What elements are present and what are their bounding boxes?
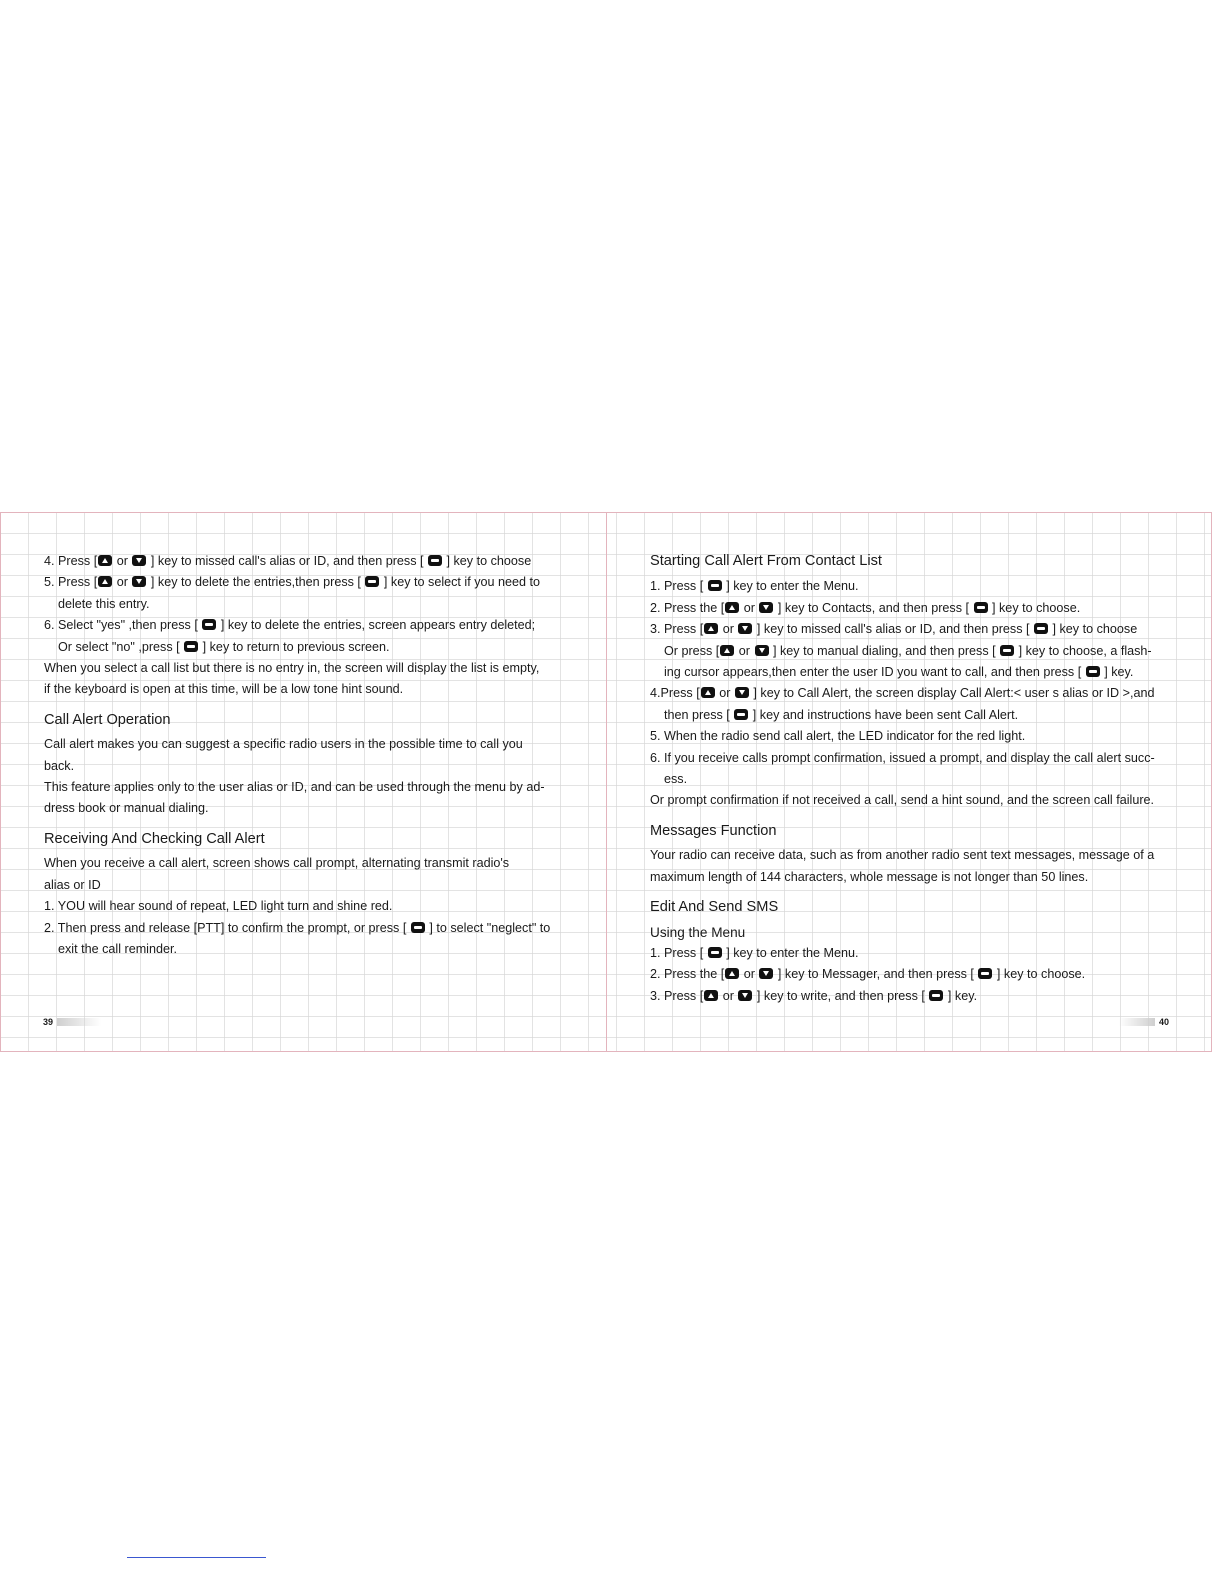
up-arrow-key-icon: [725, 968, 739, 979]
start-step-3-continued: ing cursor appears,then enter the user ID you want to call, and then press [ ] key.: [664, 665, 1134, 680]
paragraph-line: This feature applies only to the user alias or ID, and can be used through the menu by ad-: [44, 780, 545, 795]
step-4: 4. Press [ or ] key to missed call's alias or ID, and then press [ ] key to choose: [44, 554, 532, 568]
paragraph-line: back.: [44, 758, 75, 773]
menu-key-icon: [708, 947, 722, 958]
paragraph-line: Your radio can receive data, such as from another radio sent text messages, message of a: [650, 848, 1155, 863]
manual-spread: [0, 512, 1212, 1052]
step-5: 5. Press [ or ] key to delete the entries,then press [ ] key to select if you need to: [44, 575, 541, 590]
up-arrow-key-icon: [98, 576, 112, 587]
down-arrow-key-icon: [132, 576, 146, 587]
down-arrow-key-icon: [132, 555, 146, 566]
down-arrow-key-icon: [738, 990, 752, 1001]
page-number-left: 39: [43, 1017, 101, 1027]
menu-key-icon: [1034, 623, 1048, 634]
start-step-6: 6. If you receive calls prompt confirmation, issued a prompt, and display the call alert succ-: [650, 750, 1155, 765]
start-step-4-continued: then press [ ] key and instructions have been sent Call Alert.: [664, 707, 1019, 722]
sms-step-3: 3. Press [ or ] key to write, and then press [ ] key.: [650, 988, 978, 1003]
receiving-step-2-continued: exit the call reminder.: [58, 941, 177, 956]
section-heading-starting-call-alert: Starting Call Alert From Contact List: [650, 553, 882, 569]
up-arrow-key-icon: [720, 645, 734, 656]
footnote-link-line[interactable]: [127, 1557, 266, 1558]
page-number-bar: [57, 1018, 101, 1026]
down-arrow-key-icon: [759, 968, 773, 979]
receiving-step-2: 2. Then press and release [PTT] to confirm the prompt, or press [ ] to select "neglect" to: [44, 920, 551, 935]
start-step-6-continued: ess.: [664, 772, 688, 787]
paragraph-line: if the keyboard is open at this time, will be a low tone hint sound.: [44, 682, 404, 697]
menu-key-icon: [978, 968, 992, 979]
receiving-step-1: 1. YOU will hear sound of repeat, LED light turn and shine red.: [44, 899, 393, 914]
menu-key-icon: [708, 580, 722, 591]
menu-key-icon: [1000, 645, 1014, 656]
down-arrow-key-icon: [755, 645, 769, 656]
menu-key-icon: [365, 576, 379, 587]
paragraph-line: Call alert makes you can suggest a specific radio users in the possible time to call you: [44, 737, 523, 752]
paragraph-line: dress book or manual dialing.: [44, 801, 209, 816]
start-step-3-continued: Or press [ or ] key to manual dialing, and then press [ ] key to choose, a flash-: [664, 643, 1152, 658]
menu-key-icon: [202, 619, 216, 630]
down-arrow-key-icon: [759, 602, 773, 613]
sms-step-1: 1. Press [ ] key to enter the Menu.: [650, 945, 859, 960]
menu-key-icon: [411, 922, 425, 933]
menu-key-icon: [184, 641, 198, 652]
paragraph-line: maximum length of 144 characters, whole message is not longer than 50 lines.: [650, 869, 1089, 884]
paragraph-line: Or prompt confirmation if not received a call, send a hint sound, and the screen call failure.: [650, 793, 1155, 808]
start-step-5: 5. When the radio send call alert, the LED indicator for the red light.: [650, 729, 1026, 744]
page-number-right: 40: [1119, 1017, 1169, 1027]
sms-step-2: 2. Press the [ or ] key to Messager, and then press [ ] key to choose.: [650, 967, 1086, 982]
paragraph-line: When you receive a call alert, screen shows call prompt, alternating transmit radio's: [44, 856, 510, 871]
paragraph-line: alias or ID: [44, 877, 101, 892]
start-step-3: 3. Press [ or ] key to missed call's alias or ID, and then press [ ] key to choose: [650, 622, 1138, 637]
page-fold: [606, 513, 607, 1051]
start-step-1: 1. Press [ ] key to enter the Menu.: [650, 579, 859, 594]
menu-key-icon: [974, 602, 988, 613]
menu-key-icon: [734, 709, 748, 720]
step-6: 6. Select "yes" ,then press [ ] key to delete the entries, screen appears entry deleted;: [44, 618, 536, 633]
section-heading-edit-send-sms: Edit And Send SMS: [650, 899, 779, 916]
left-page: [44, 551, 574, 960]
down-arrow-key-icon: [738, 623, 752, 634]
start-step-2: 2. Press the [ or ] key to Contacts, and then press [ ] key to choose.: [650, 600, 1081, 615]
down-arrow-key-icon: [735, 687, 749, 698]
page-number-bar: [1119, 1018, 1155, 1026]
up-arrow-key-icon: [704, 623, 718, 634]
menu-key-icon: [428, 555, 442, 566]
up-arrow-key-icon: [725, 602, 739, 613]
menu-key-icon: [1086, 666, 1100, 677]
menu-key-icon: [929, 990, 943, 1001]
up-arrow-key-icon: [701, 687, 715, 698]
subheading-using-menu: Using the Menu: [650, 924, 746, 940]
start-step-4: 4.Press [ or ] key to Call Alert, the screen display Call Alert:< user s alias or ID >,and: [650, 686, 1155, 701]
step-5-continued: delete this entry.: [58, 596, 150, 611]
section-heading-receiving-call-alert: Receiving And Checking Call Alert: [44, 830, 265, 847]
step-6-continued: Or select "no" ,press [ ] key to return to previous screen.: [58, 639, 390, 654]
right-page: [650, 551, 1175, 1007]
section-heading-call-alert-operation: Call Alert Operation: [44, 711, 171, 728]
paragraph-line: When you select a call list but there is no entry in, the screen will display the list is empty,: [44, 661, 540, 676]
up-arrow-key-icon: [98, 555, 112, 566]
up-arrow-key-icon: [704, 990, 718, 1001]
section-heading-messages-function: Messages Function: [650, 822, 777, 839]
